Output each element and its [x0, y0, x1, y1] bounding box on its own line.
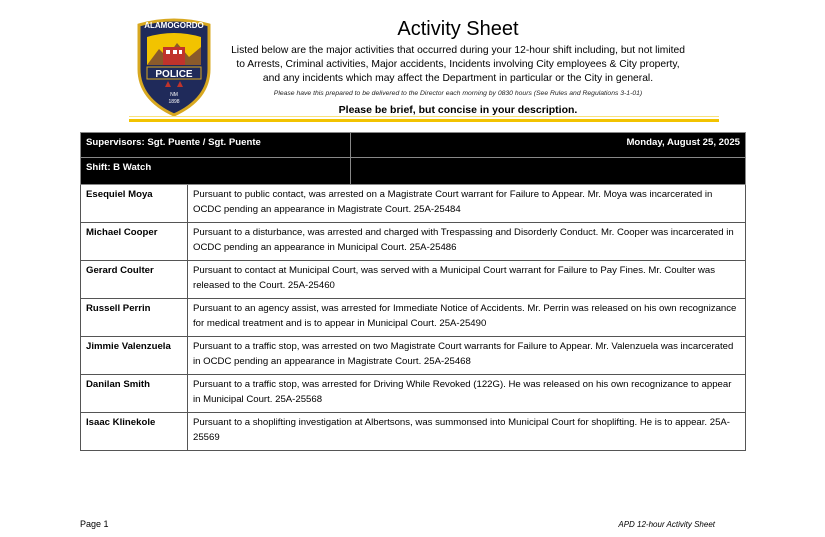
- delivery-note: Please have this prepared to be delivered to the Director each morning by 0830 hours (See Rules and Regulations 3-1-01): [273, 90, 643, 97]
- gold-rule: [129, 119, 719, 122]
- document-title: Activity Sheet: [397, 18, 519, 40]
- activity-description-cell: Pursuant to public contact, was arrested on a Magistrate Court warrant for Failure to Appear. Mr. Moya was incarcerated in OCDC pending an appearance in Magistrate Court. 25A-25484: [188, 185, 746, 223]
- table-row: [81, 413, 746, 451]
- person-name-cell: Jimmie Valenzuela: [81, 337, 188, 375]
- shift-empty-cell: [351, 158, 746, 185]
- document-header: [231, 16, 685, 99]
- gold-rule-thin: [129, 116, 719, 117]
- activity-description-cell: Pursuant to a disturbance, was arrested and charged with Trespassing and Disorderly Conduct. Mr. Cooper was incarcerated in OCDC pending an appearance in Municipal Court. 25A-25486: [188, 223, 746, 261]
- person-name-cell: Isaac Klinekole: [81, 413, 188, 451]
- person-name-cell: Russell Perrin: [81, 299, 188, 337]
- shift-row: [81, 158, 746, 185]
- shift-cell: Shift: B Watch: [81, 158, 351, 185]
- person-name-cell: Esequiel Moya: [81, 185, 188, 223]
- page-number: Page 1: [80, 519, 109, 529]
- table-row: [81, 299, 746, 337]
- supervisors-cell: Supervisors: Sgt. Puente / Sgt. Puente: [81, 133, 351, 158]
- activity-table: [80, 132, 746, 451]
- activity-description-cell: Pursuant to a shoplifting investigation at Albertsons, was summonsed into Municipal Court for shoplifting. He is to appear. 25A-25569: [188, 413, 746, 451]
- activity-description-cell: Pursuant to contact at Municipal Court, was served with a Municipal Court warrant for Failure to Pay Fines. Mr. Coulter was released to the Court. 25A-25460: [188, 261, 746, 299]
- date-cell: Monday, August 25, 2025: [351, 133, 746, 158]
- person-name-cell: Michael Cooper: [81, 223, 188, 261]
- activity-description-cell: Pursuant to a traffic stop, was arrested on two Magistrate Court warrants for Failure to Appear. Mr. Valenzuela was incarcerated in OCDC pending an appearance in Magistrate Court. 25A-25468: [188, 337, 746, 375]
- table-row: [81, 337, 746, 375]
- document-footer-title: APD 12-hour Activity Sheet: [618, 520, 715, 529]
- table-row: [81, 185, 746, 223]
- badge-label-text: POLICE: [155, 69, 193, 80]
- person-name-cell: Danilan Smith: [81, 375, 188, 413]
- intro-paragraph: Listed below are the major activities that occurred during your 12-hour shift including, but not limited to Arrests, Criminal activities, Major accidents, Incidents involving City employees & City property, and any incidents which may affect the Department in particular or the City in general.: [231, 45, 685, 84]
- table-row: [81, 261, 746, 299]
- badge-city-text: ALAMOGORDO: [144, 21, 204, 30]
- table-row: [81, 375, 746, 413]
- police-badge-logo: [133, 17, 215, 117]
- activity-description-cell: Pursuant to an agency assist, was arrested for Immediate Notice of Accidents. Mr. Perrin was released on his own recognizance for medical treatment and is to appear in Municipal Court. 25A-25490: [188, 299, 746, 337]
- badge-year-text: 1898: [168, 99, 180, 105]
- person-name-cell: Gerard Coulter: [81, 261, 188, 299]
- activity-description-cell: Pursuant to a traffic stop, was arrested for Driving While Revoked (122G). He was released on his own recognizance to appear in Municipal Court. 25A-25568: [188, 375, 746, 413]
- table-row: [81, 223, 746, 261]
- supervisor-row: [81, 133, 746, 158]
- brief-instruction: Please be brief, but concise in your description.: [338, 104, 578, 116]
- badge-state-text: NM: [170, 92, 178, 98]
